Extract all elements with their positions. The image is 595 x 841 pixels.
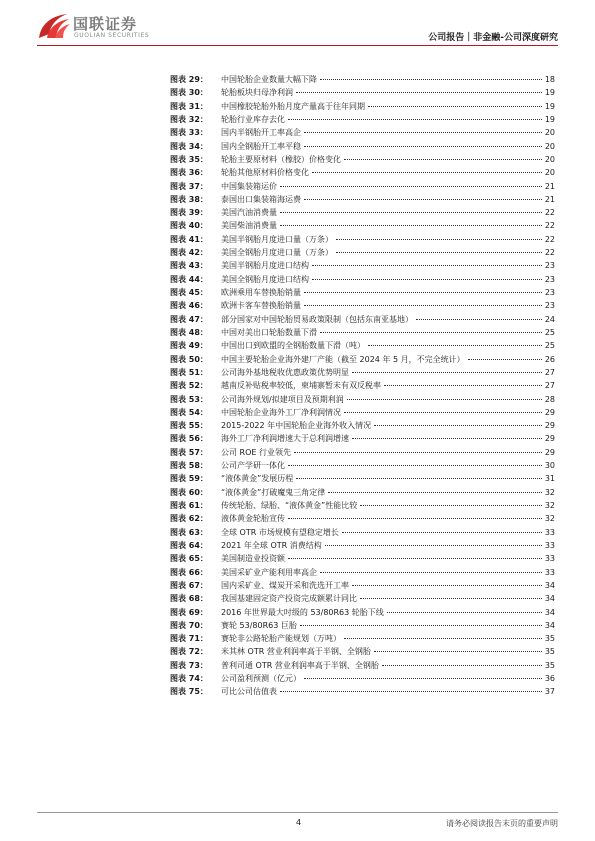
toc-entry[interactable] (170, 286, 555, 299)
page-ref[interactable]: 33 (544, 567, 555, 577)
disclaimer-note: 请务必阅读报告末页的重要声明 (446, 819, 558, 828)
figure-title[interactable]: 美国全钢胎月度进口量（万条） (221, 248, 333, 258)
figure-number: 图表 33： (170, 128, 208, 138)
dot-leader (384, 385, 542, 386)
page-ref[interactable]: 37 (544, 687, 555, 697)
page-ref[interactable]: 22 (544, 248, 555, 258)
toc-entry[interactable] (170, 672, 555, 685)
toc-entry[interactable] (170, 499, 555, 512)
dot-leader (288, 558, 542, 559)
figure-number: 图表 40： (170, 221, 208, 231)
toc-entry[interactable] (170, 353, 555, 366)
figure-title[interactable]: 美国柴油消费量 (221, 221, 277, 231)
figure-number: 图表 74： (170, 674, 208, 684)
page-ref[interactable]: 18 (544, 75, 555, 84)
figure-number: 图表 65： (170, 554, 208, 564)
toc-entry[interactable] (170, 366, 555, 379)
figure-title[interactable]: 越南反补贴税率较低，柬埔寨暂未有双反税率 (221, 381, 381, 391)
toc-entry[interactable] (170, 273, 555, 286)
dot-leader (352, 372, 542, 373)
page-ref[interactable]: 25 (544, 327, 555, 337)
figure-number: 图表 63： (170, 527, 208, 537)
toc-entry[interactable] (170, 406, 555, 419)
figure-title[interactable]: 部分国家对中国轮胎贸易政策限制（包括东南亚基地） (221, 314, 413, 324)
toc-entry[interactable] (170, 606, 555, 619)
dot-leader (304, 292, 542, 293)
toc-entry[interactable] (170, 579, 555, 592)
page-ref[interactable]: 20 (544, 168, 555, 178)
page-ref[interactable]: 31 (544, 474, 555, 484)
figure-number: 图表 35： (170, 154, 208, 164)
dot-leader (300, 625, 542, 626)
figure-title[interactable]: 轮胎行业库存去化 (221, 114, 285, 124)
page-ref[interactable]: 32 (544, 501, 555, 510)
figure-number: 图表 45： (170, 288, 208, 297)
figure-title[interactable]: 普利司通 OTR 营业利润率高于半钢、全钢胎 (221, 660, 379, 670)
toc-entry[interactable] (170, 645, 555, 658)
dot-leader (336, 239, 542, 240)
guolian-logo-icon (37, 12, 71, 40)
page-ref[interactable]: 22 (544, 221, 555, 231)
dot-leader (280, 691, 542, 692)
figure-title[interactable]: 公司海外规划/拟建项目及预期利润 (221, 394, 344, 404)
figure-title[interactable]: 中国对美出口轮胎数量下滑 (221, 327, 317, 337)
dot-leader (352, 438, 542, 439)
toc-entry[interactable] (170, 472, 555, 485)
toc-entry[interactable] (170, 685, 555, 698)
figure-number: 图表 34： (170, 141, 208, 151)
header-divider (37, 45, 558, 46)
figure-number: 图表 31： (170, 101, 208, 111)
toc-entry[interactable] (170, 113, 555, 126)
page-ref[interactable]: 27 (544, 381, 555, 391)
page-ref[interactable]: 23 (544, 261, 555, 271)
figure-number: 图表 60： (170, 487, 208, 497)
figure-title[interactable]: 美国全钢胎月度进口结构 (221, 274, 309, 284)
figure-title[interactable]: 赛轮非公路轮胎产能规划（万吨） (221, 634, 341, 644)
page-header (0, 0, 595, 48)
figure-number: 图表 32： (170, 114, 208, 124)
toc-entry[interactable] (170, 206, 555, 219)
dot-leader (280, 225, 542, 226)
figure-number: 图表 51： (170, 367, 208, 377)
figure-title[interactable]: 轮胎其他原材料价格变化 (221, 168, 309, 178)
footer-divider (37, 812, 558, 813)
figure-title[interactable]: 2021 年全球 OTR 消费结构 (221, 540, 322, 550)
toc-entry[interactable] (170, 539, 555, 552)
dot-leader (304, 132, 542, 133)
figure-number: 图表 37： (170, 181, 208, 191)
figure-title[interactable]: 赛轮 53/80R63 巨胎 (221, 620, 297, 630)
toc-entry[interactable] (170, 193, 555, 206)
toc-entry[interactable] (170, 259, 555, 272)
dot-leader (387, 612, 542, 613)
page-number: 4 (296, 818, 302, 827)
figure-number: 图表 68： (170, 594, 208, 604)
toc-entry[interactable] (170, 486, 555, 499)
figure-title[interactable]: 公司产学研一体化 (221, 461, 285, 471)
page-ref[interactable]: 23 (544, 274, 555, 284)
dot-leader (416, 319, 542, 320)
dot-leader (336, 252, 542, 253)
page-ref[interactable]: 23 (544, 288, 555, 297)
figure-title[interactable]: 美国半钢胎月度进口结构 (221, 261, 309, 271)
figure-index-list (170, 73, 555, 699)
dot-leader (288, 518, 542, 519)
figure-title[interactable]: 海外工厂净利润增速大于总利润增速 (221, 434, 349, 444)
page-ref[interactable]: 35 (544, 634, 555, 644)
page-ref[interactable]: 28 (544, 394, 555, 404)
page-ref[interactable]: 22 (544, 208, 555, 218)
dot-leader (304, 146, 542, 147)
dot-leader (374, 425, 542, 426)
dot-leader (312, 265, 542, 266)
figure-number: 图表 43： (170, 261, 208, 271)
figure-title[interactable]: “液体黄金”发展历程 (221, 474, 294, 484)
dot-leader (325, 545, 542, 546)
figure-number: 图表 61： (170, 501, 208, 510)
dot-leader (344, 412, 542, 413)
figure-number: 图表 58： (170, 461, 208, 471)
page-ref[interactable]: 21 (544, 194, 555, 204)
figure-number: 图表 54： (170, 407, 208, 417)
toc-entry[interactable] (170, 73, 555, 86)
figure-number: 图表 38： (170, 194, 208, 204)
toc-entry[interactable] (170, 313, 555, 326)
figure-number: 图表 67： (170, 580, 208, 590)
dot-leader (374, 651, 542, 652)
page-ref[interactable]: 19 (544, 101, 555, 111)
figure-number: 图表 48： (170, 327, 208, 337)
page-ref[interactable]: 34 (544, 580, 555, 590)
figure-number: 图表 55： (170, 421, 208, 431)
dot-leader (304, 678, 542, 679)
toc-entry[interactable] (170, 659, 555, 672)
page-ref[interactable]: 32 (544, 487, 555, 497)
toc-entry[interactable] (170, 299, 555, 312)
toc-entry[interactable] (170, 619, 555, 632)
figure-number: 图表 47： (170, 314, 208, 324)
toc-entry[interactable] (170, 246, 555, 259)
page-ref[interactable]: 20 (544, 141, 555, 151)
toc-entry[interactable] (170, 566, 555, 579)
figure-title[interactable]: 公司 ROE 行业领先 (221, 447, 291, 457)
figure-title[interactable]: 国内半钢胎开工率高企 (221, 128, 301, 138)
page-ref[interactable]: 26 (544, 354, 555, 364)
figure-number: 图表 56： (170, 434, 208, 444)
toc-entry[interactable] (170, 419, 555, 432)
toc-entry[interactable] (170, 552, 555, 565)
figure-number: 图表 75： (170, 687, 208, 697)
page-ref[interactable]: 20 (544, 128, 555, 138)
page-ref[interactable]: 35 (544, 660, 555, 670)
logo-subtext: GUOLIAN SECURITIES (74, 32, 150, 39)
dot-leader (320, 332, 542, 333)
page-ref[interactable]: 29 (544, 421, 555, 431)
page-ref[interactable]: 24 (544, 314, 555, 324)
dot-leader (342, 532, 542, 533)
figure-number: 图表 72： (170, 647, 208, 657)
toc-entry[interactable] (170, 219, 555, 232)
page-ref[interactable]: 29 (544, 434, 555, 444)
figure-number: 图表 52： (170, 381, 208, 391)
dot-leader (468, 359, 542, 360)
figure-title[interactable]: 公司海外基地税收优惠政策优势明显 (221, 367, 349, 377)
dot-leader (382, 665, 542, 666)
page-ref[interactable]: 33 (544, 540, 555, 550)
figure-number: 图表 36： (170, 168, 208, 178)
dot-leader (280, 186, 542, 187)
figure-number: 图表 70： (170, 620, 208, 630)
figure-title[interactable]: 轮胎板块归母净利润 (221, 88, 293, 98)
figure-title[interactable]: 我国基建固定资产投资完成额累计同比 (221, 594, 357, 604)
page-ref[interactable]: 25 (544, 341, 555, 351)
figure-title[interactable]: 2015-2022 年中国轮胎企业海外收入情况 (221, 421, 372, 431)
page-ref[interactable]: 19 (544, 88, 555, 98)
dot-leader (296, 478, 542, 479)
dot-leader (304, 199, 542, 200)
dot-leader (347, 399, 542, 400)
page-ref[interactable]: 33 (544, 527, 555, 537)
page-ref[interactable]: 35 (544, 647, 555, 657)
dot-leader (288, 119, 542, 120)
figure-title[interactable]: 公司盈利预测（亿元） (221, 674, 301, 684)
figure-number: 图表 41： (170, 234, 208, 244)
figure-title[interactable]: 国内采矿业、煤炭开采和洗选开工率 (221, 580, 349, 590)
figure-title[interactable]: 米其林 OTR 营业利润率高于半钢、全钢胎 (221, 647, 371, 657)
figure-number: 图表 42： (170, 248, 208, 258)
figure-title[interactable]: 中国橡胶轮胎外胎月度产量高于往年同期 (221, 101, 365, 111)
toc-entry[interactable] (170, 326, 555, 339)
dot-leader (360, 505, 542, 506)
logo-text: 国联证券 (73, 15, 138, 33)
toc-entry[interactable] (170, 446, 555, 459)
dot-leader (288, 465, 542, 466)
figure-number: 图表 59： (170, 474, 208, 484)
toc-entry[interactable] (170, 379, 555, 392)
figure-title[interactable]: 中国轮胎企业数量大幅下降 (221, 75, 317, 84)
figure-title[interactable]: “液体黄金”打破魔鬼三角定律 (221, 487, 326, 497)
page-ref[interactable]: 36 (544, 674, 555, 684)
toc-entry[interactable] (170, 86, 555, 99)
toc-entry[interactable] (170, 432, 555, 445)
toc-entry[interactable] (170, 459, 555, 472)
page-ref[interactable]: 21 (544, 181, 555, 191)
dot-leader (368, 345, 542, 346)
page-ref[interactable]: 27 (544, 367, 555, 377)
figure-number: 图表 39： (170, 208, 208, 218)
figure-title[interactable]: 全球 OTR 市场规模有望稳定增长 (221, 527, 339, 537)
page-ref[interactable]: 23 (544, 301, 555, 311)
figure-title[interactable]: 中国集装箱运价 (221, 181, 277, 191)
figure-title[interactable]: 欧洲乘用车替换胎销量 (221, 288, 301, 297)
page-ref[interactable]: 20 (544, 154, 555, 164)
figure-number: 图表 49： (170, 341, 208, 351)
page-ref[interactable]: 29 (544, 407, 555, 417)
figure-title[interactable]: 中国主要轮胎企业海外建厂产能（截至 2024 年 5 月，不完全统计） (221, 354, 465, 364)
dot-leader (352, 585, 542, 586)
dot-leader (280, 212, 542, 213)
page-ref[interactable]: 29 (544, 447, 555, 457)
figure-number: 图表 46： (170, 301, 208, 311)
dot-leader (320, 79, 542, 80)
figure-title[interactable]: 美国半钢胎月度进口量（万条） (221, 234, 333, 244)
figure-number: 图表 64： (170, 540, 208, 550)
figure-title[interactable]: 美国制造业投资额 (221, 554, 285, 564)
dot-leader (320, 572, 542, 573)
toc-entry[interactable] (170, 233, 555, 246)
toc-entry[interactable] (170, 140, 555, 153)
page-ref[interactable]: 19 (544, 114, 555, 124)
dot-leader (368, 106, 542, 107)
figure-number: 图表 62： (170, 514, 208, 524)
dot-leader (344, 159, 542, 160)
figure-number: 图表 53： (170, 394, 208, 404)
figure-number: 图表 73： (170, 660, 208, 670)
toc-entry[interactable] (170, 526, 555, 539)
figure-title[interactable]: 可比公司估值表 (221, 687, 277, 697)
page-ref[interactable]: 32 (544, 514, 555, 524)
figure-title[interactable]: 国内全钢胎开工率平稳 (221, 141, 301, 151)
figure-number: 图表 30： (170, 88, 208, 98)
figure-title[interactable]: 欧洲卡客车替换胎销量 (221, 301, 301, 311)
dot-leader (360, 598, 542, 599)
figure-number: 图表 50： (170, 354, 208, 364)
toc-entry[interactable] (170, 592, 555, 605)
dot-leader (344, 638, 542, 639)
dot-leader (328, 492, 542, 493)
figure-number: 图表 29： (170, 75, 208, 84)
report-category: 公司报告｜非金融-公司深度研究 (428, 33, 558, 43)
figure-number: 图表 66： (170, 567, 208, 577)
figure-title[interactable]: 美国汽油消费量 (221, 208, 277, 218)
page-ref[interactable]: 22 (544, 234, 555, 244)
figure-title[interactable]: 中国出口到欧盟的全钢胎数量下滑（吨） (221, 341, 365, 351)
toc-entry[interactable] (170, 339, 555, 352)
toc-entry[interactable] (170, 180, 555, 193)
dot-leader (312, 279, 542, 280)
dot-leader (296, 92, 542, 93)
figure-title[interactable]: 泰国出口集装箱海运费 (221, 194, 301, 204)
page-ref[interactable]: 34 (544, 594, 555, 604)
figure-number: 图表 57： (170, 447, 208, 457)
figure-number: 图表 71： (170, 634, 208, 644)
figure-title[interactable]: 传统轮胎、绿胎、“液体黄金”性能比较 (221, 501, 358, 510)
figure-title[interactable]: 液体黄金轮胎宣传 (221, 514, 285, 524)
page-ref[interactable]: 30 (544, 461, 555, 471)
toc-entry[interactable] (170, 393, 555, 406)
dot-leader (304, 305, 542, 306)
figure-title[interactable]: 美国采矿业产能利用率高企 (221, 567, 317, 577)
dot-leader (312, 172, 542, 173)
toc-entry[interactable] (170, 153, 555, 166)
dot-leader (294, 452, 542, 453)
figure-title[interactable]: 2016 年世界最大吋级的 53/80R63 轮胎下线 (221, 607, 384, 617)
toc-entry[interactable] (170, 126, 555, 139)
page-ref[interactable]: 33 (544, 554, 555, 564)
page-ref[interactable]: 34 (544, 607, 555, 617)
toc-entry[interactable] (170, 100, 555, 113)
toc-entry[interactable] (170, 632, 555, 645)
toc-entry[interactable] (170, 512, 555, 525)
figure-title[interactable]: 中国轮胎企业海外工厂净利润情况 (221, 407, 341, 417)
figure-number: 图表 44： (170, 274, 208, 284)
figure-number: 图表 69： (170, 607, 208, 617)
toc-entry[interactable] (170, 166, 555, 179)
page-ref[interactable]: 34 (544, 620, 555, 630)
figure-title[interactable]: 轮胎主要原材料（橡胶）价格变化 (221, 154, 341, 164)
